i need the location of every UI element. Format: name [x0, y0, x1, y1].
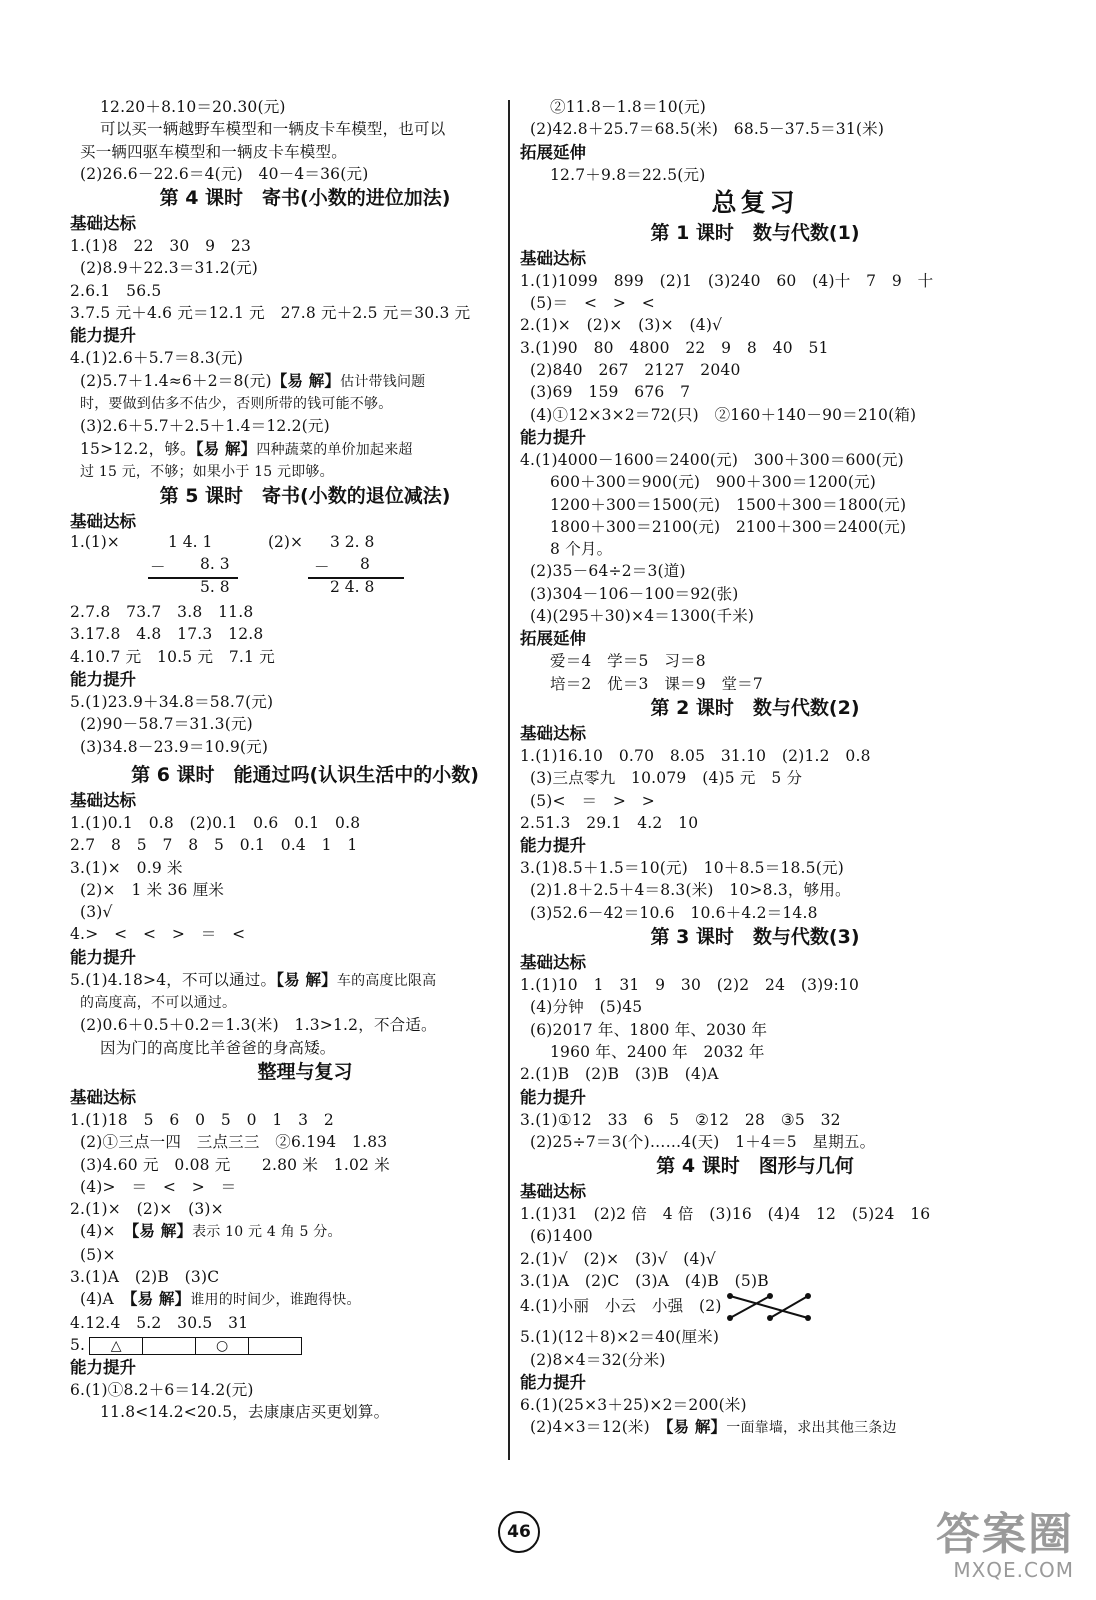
tip-text: 谁用的时间少，谁跑得快。: [190, 1292, 361, 1309]
calc-result: 2 4. 8: [330, 578, 375, 597]
answer-text: (4)×: [80, 1222, 116, 1241]
answer-line: 600＋300＝900(元) 900＋300＝1200(元): [550, 473, 877, 492]
section-heading: 能力提升: [520, 427, 586, 447]
answer-table: [89, 1337, 302, 1355]
answer-line: (5)×: [80, 1245, 116, 1264]
lesson-title: 第 4 课时 图形与几何: [656, 1155, 854, 1178]
lesson-title: 第 2 课时 数与代数(2): [650, 696, 860, 719]
answer-line: 8 个月。: [550, 540, 613, 559]
answer-line: (2)①三点一四 三点三三 ②6.194 1.83: [80, 1133, 388, 1152]
answer-line: 3.17.8 4.8 17.3 12.8: [70, 625, 264, 644]
right-column: [520, 96, 990, 1439]
lesson-title: 第 1 课时 数与代数(1): [650, 221, 860, 244]
tip-label: 【易 解】: [131, 1221, 193, 1241]
watermark-logo: [936, 1509, 1074, 1582]
section-heading: 基础达标: [520, 953, 586, 973]
answer-line: 4.(1)4000－1600＝2400(元) 300＋300＝600(元): [520, 450, 904, 469]
tip-label: 【易 解】: [195, 438, 257, 458]
tip-text: 时，要做到估多不估少，否则所带的钱可能不够。: [80, 395, 393, 412]
watermark-text: 答案圈: [936, 1509, 1074, 1560]
chapter-title: 总复习: [711, 187, 799, 217]
section-heading: 基础达标: [520, 248, 586, 268]
answer-line: 1.(1)16.10 0.70 8.05 31.10 (2)1.2 0.8: [520, 746, 871, 765]
answer-line: 买一辆四驱车模型和一辆皮卡车模型。: [80, 142, 347, 161]
section-title: 整理与复习: [257, 1060, 353, 1083]
answer-line: 3.7.5 元＋4.6 元＝12.1 元 27.8 元＋2.5 元＝30.3 元: [70, 304, 471, 323]
tip-text: 车的高度比限高: [336, 972, 437, 989]
answer-line: [520, 1292, 990, 1326]
answer-line: (2)0.6＋0.5＋0.2＝1.3(米) 1.3>1.2，不合适。: [80, 1016, 437, 1035]
answer-line: 3.(1)A (2)B (3)C: [70, 1267, 220, 1286]
calc-result: 5. 8: [200, 578, 230, 597]
table-cell: [143, 1337, 196, 1354]
answer-line: 1800＋300＝2100(元) 2100＋300＝2400(元): [550, 517, 907, 536]
answer-line: 4.10.7 元 10.5 元 7.1 元: [70, 647, 275, 666]
section-heading: 能力提升: [520, 836, 586, 856]
minus-sign: －: [150, 558, 166, 577]
answer-line: 1.(1)0.1 0.8 (2)0.1 0.6 0.1 0.8: [70, 813, 361, 832]
answer-line: (3)2.6＋5.7＋2.5＋1.4＝12.2(元): [80, 417, 330, 436]
answer-line: (4)①12×3×2＝72(只) ②160＋140－90＝210(箱): [530, 405, 917, 424]
answer-line: 4.(1)2.6＋5.7＝8.3(元): [70, 349, 244, 368]
answer-line: 2.7.8 73.7 3.8 11.8: [70, 603, 254, 622]
answer-line: 3.(1)90 80 4800 22 9 8 40 51: [520, 338, 829, 357]
answer-text: (2)×: [268, 533, 303, 552]
table-cell: [249, 1337, 302, 1354]
tip-label: 【易 解】: [665, 1417, 727, 1437]
answer-line: 3.(1)A (2)C (3)A (4)B (5)B: [520, 1271, 769, 1290]
section-heading: 能力提升: [70, 670, 136, 690]
answer-line: (6)1400: [530, 1227, 593, 1246]
section-heading: 能力提升: [70, 1358, 136, 1378]
answer-line: [70, 1334, 540, 1356]
answer-line: [70, 1220, 540, 1243]
answer-text: 4.(1)小丽 小云 小强 (2): [520, 1297, 722, 1316]
answer-line: 5.(1)(12＋8)×2＝40(厘米): [520, 1328, 720, 1347]
tip-label: 【易 解】: [271, 370, 341, 390]
section-heading: 拓展延伸: [520, 629, 586, 649]
calc-digit: 8: [360, 555, 370, 574]
answer-line: (3)√: [80, 903, 113, 922]
section-heading: 能力提升: [70, 947, 136, 967]
answer-text: (4)A: [80, 1290, 114, 1309]
answer-text: 5.: [70, 1335, 86, 1354]
tip-text: 表示 10 元 4 角 5 分。: [192, 1224, 342, 1241]
answer-line: 1.(1)31 (2)2 倍 4 倍 (3)16 (4)4 12 (5)24 16: [520, 1205, 931, 1224]
vertical-calculation: [70, 533, 540, 601]
answer-line: [70, 1288, 540, 1311]
answer-line: 12.7＋9.8＝22.5(元): [550, 165, 706, 184]
answer-line: [70, 438, 540, 461]
answer-line: (3)69 159 676 7: [530, 383, 691, 402]
answer-line: (3)4.60 元 0.08 元 2.80 米 1.02 米: [80, 1155, 390, 1174]
page-number: 46: [498, 1511, 540, 1553]
watermark-url: MXQE.COM: [953, 1558, 1074, 1582]
answer-line: 4.> < < > ＝ <: [70, 925, 246, 944]
section-heading: 能力提升: [520, 1372, 586, 1392]
answer-line: 1960 年、2400 年 2032 年: [550, 1042, 765, 1061]
answer-line: (4)> ＝ < > ＝: [80, 1177, 237, 1196]
answer-line: (2)840 267 2127 2040: [530, 361, 741, 380]
section-heading: 拓展延伸: [520, 142, 586, 162]
answer-line: (4)(295＋30)×4＝1300(千米): [530, 607, 755, 626]
answer-text: 1.(1)×: [70, 533, 120, 552]
answer-line: ②11.8－1.8＝10(元): [550, 98, 706, 116]
answer-line: (2)8×4＝32(分米): [530, 1350, 666, 1369]
section-heading: 能力提升: [520, 1087, 586, 1107]
tip-text: 四种蔬菜的单价加起来超: [256, 441, 413, 458]
answer-line: (2)42.8＋25.7＝68.5(米) 68.5－37.5＝31(米): [530, 120, 885, 139]
tip-label: 【易 解】: [276, 969, 337, 989]
answer-line: (3)304－106－100＝92(张): [530, 584, 739, 603]
answer-line: 1.(1)1099 899 (2)1 (3)240 60 (4)十 7 9 十: [520, 271, 934, 290]
answer-line: 爱＝4 学＝5 习＝8: [550, 652, 706, 671]
answer-line: 11.8<14.2<20.5，去康康店买更划算。: [100, 1403, 390, 1422]
answer-line: 2.(1)√ (2)× (3)√ (4)√: [520, 1249, 716, 1268]
section-heading: 基础达标: [70, 790, 136, 810]
lesson-title: 第 5 课时 寄书(小数的退位减法): [159, 485, 451, 508]
answer-line: 因为门的高度比羊爸爸的身高矮。: [100, 1038, 336, 1057]
section-heading: 基础达标: [70, 214, 136, 234]
answer-line: 12.20＋8.10＝20.30(元): [100, 98, 286, 116]
answer-line: (2)× 1 米 36 厘米: [80, 880, 225, 899]
answer-line: (4)分钟 (5)45: [530, 998, 643, 1017]
left-column: [70, 96, 540, 1424]
answer-line: 3.(1)× 0.9 米: [70, 858, 183, 877]
answer-text: (2)4×3＝12(米): [530, 1418, 650, 1437]
answer-line: 培＝2 优＝3 课＝9 堂＝7: [550, 674, 763, 693]
calc-digit: 3 2. 8: [330, 533, 375, 552]
answer-line: 3.(1)8.5＋1.5＝10(元) 10＋8.5＝18.5(元): [520, 859, 844, 878]
answer-line: 2.(1)× (2)× (3)× (4)√: [520, 316, 723, 335]
answer-line: 5.(1)23.9＋34.8＝58.7(元): [70, 693, 274, 712]
answer-line: 2.7 8 5 7 8 5 0.1 0.4 1 1: [70, 836, 358, 855]
answer-line: (2)35－64÷2＝3(道): [530, 562, 686, 581]
answer-line: (2)26.6－22.6＝4(元) 40－4＝36(元): [80, 164, 369, 183]
answer-line: 2.51.3 29.1 4.2 10: [520, 813, 699, 832]
answer-line: (2)90－58.7＝31.3(元): [80, 715, 253, 734]
calc-digit: 8. 3: [200, 555, 230, 574]
answer-line: (3)34.8－23.9＝10.9(元): [80, 737, 269, 756]
calc-digit: 1 4. 1: [168, 533, 213, 552]
answer-line: (5)< ＝ > >: [530, 791, 655, 810]
answer-line: 4.12.4 5.2 30.5 31: [70, 1313, 249, 1332]
matching-lines-diagram: [722, 1292, 818, 1322]
answer-line: 2.(1)B (2)B (3)B (4)A: [520, 1065, 719, 1084]
section-heading: 能力提升: [70, 326, 136, 346]
answer-line: [520, 1416, 990, 1439]
answer-text: 15>12.2，够。: [80, 439, 196, 458]
answer-line: 3.(1)①12 33 6 5 ②12 28 ③5 32: [520, 1110, 841, 1129]
section-heading: 基础达标: [70, 512, 136, 532]
answer-line: 1.(1)10 1 31 9 30 (2)2 24 (3)9:10: [520, 976, 860, 995]
lesson-title: 第 4 课时 寄书(小数的进位加法): [159, 187, 451, 210]
answer-text: (2)5.7＋1.4≈6＋2＝8(元): [80, 371, 272, 390]
answer-line: (2)8.9＋22.3＝31.2(元): [80, 259, 259, 278]
answer-line: 2.6.1 56.5: [70, 281, 162, 300]
answer-text: 5.(1)4.18>4，不可以通过。: [70, 970, 277, 989]
answer-line: (3)52.6－42＝10.6 10.6＋4.2＝14.8: [530, 903, 818, 922]
answer-line: (5)＝ < > <: [530, 294, 655, 313]
lesson-title: 第 6 课时 能通过吗(认识生活中的小数): [131, 763, 479, 786]
lesson-title: 第 3 课时 数与代数(3): [650, 926, 860, 949]
answer-line: (2)1.8＋2.5＋4＝8.3(米) 10>8.3，够用。: [530, 881, 851, 900]
tip-text: 的高度高，不可以通过。: [80, 995, 237, 1012]
answer-line: 1200＋300＝1500(元) 1500＋300＝1800(元): [550, 495, 907, 514]
answer-line: (6)2017 年、1800 年、2030 年: [530, 1020, 768, 1039]
minus-sign: －: [314, 558, 330, 577]
section-heading: 基础达标: [70, 1087, 136, 1107]
answer-line: 可以买一辆越野车模型和一辆皮卡车模型，也可以: [100, 120, 446, 139]
tip-text: 一面靠墙，求出其他三条边: [726, 1420, 897, 1437]
tip-text: 过 15 元，不够；如果小于 15 元即够。: [80, 463, 334, 480]
section-heading: 基础达标: [520, 723, 586, 743]
answer-line: 2.(1)× (2)× (3)×: [70, 1200, 224, 1219]
answer-line: [70, 370, 540, 393]
tip-label: 【易 解】: [129, 1289, 191, 1309]
table-cell: ○: [196, 1337, 249, 1354]
answer-line: 1.(1)18 5 6 0 5 0 1 3 2: [70, 1110, 334, 1129]
answer-line: 6.(1)①8.2＋6＝14.2(元): [70, 1381, 254, 1400]
table-cell: △: [90, 1337, 143, 1354]
answer-line: 6.(1)(25×3＋25)×2＝200(米): [520, 1395, 747, 1414]
answer-line: (2)25÷7＝3(个)……4(天) 1＋4＝5 星期五。: [530, 1132, 876, 1151]
tip-text: 估计带钱问题: [340, 373, 426, 390]
section-heading: 基础达标: [520, 1182, 586, 1202]
answer-line: (3)三点零九 10.079 (4)5 元 5 分: [530, 769, 803, 788]
answer-line: [70, 969, 540, 992]
answer-line: 1.(1)8 22 30 9 23: [70, 237, 252, 256]
